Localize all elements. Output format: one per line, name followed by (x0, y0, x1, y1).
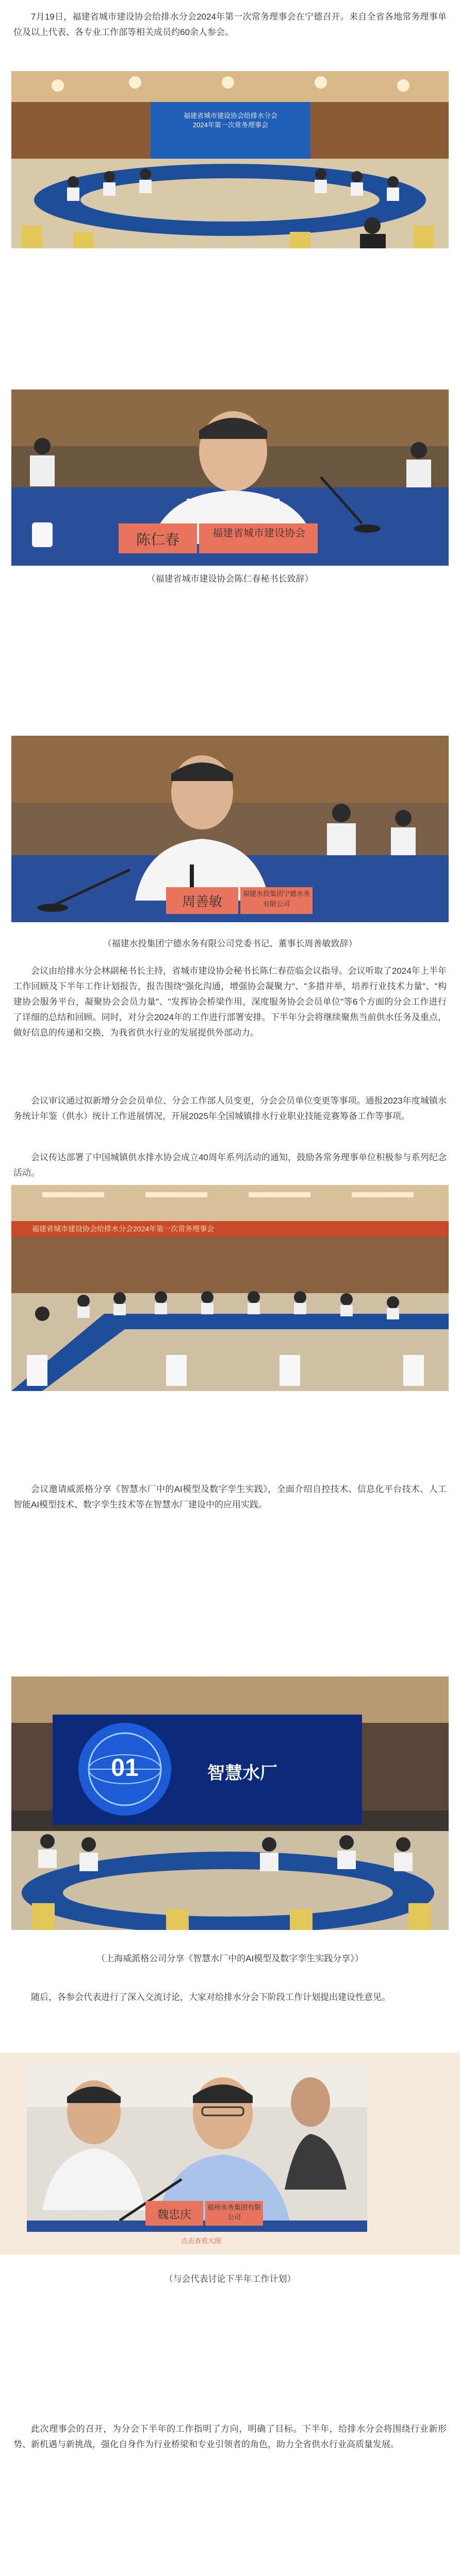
presentation-photo (11, 1676, 449, 1930)
screen-number: 01 (111, 1754, 139, 1782)
nameplate-name: 周善敏 (182, 894, 222, 910)
anniversary-paragraph: 会议传达部署了中国城镇供水排水协会成立40周年系列活动的通知，鼓励各常务理事单位积极参与系列纪念活动。 (13, 1153, 447, 1178)
ai-sharing-paragraph: 会议邀请威派格分享《智慧水厂中的AI模型及数字孪生实践》，全面介绍自控技术、信息化平台技术、人工智能AI模型技术、数字孪生技术等在智慧水厂建设中的应用实践。 (13, 1484, 447, 1510)
nameplate-org: 福建省城市建设协会 (212, 527, 305, 539)
main-paragraph: 会议由给排水分会林副秘书长主持，省城市建设协会秘书长陈仁春莅临会议指导。会议听取了2024年上半年工作回顾及下半年工作计划报告，报告围绕"强化沟通，增强协会凝聚力"、"多措并举，培养行业技术力量"、"构建协会服务平台，凝聚协会会员力量"、"发挥协会桥梁作用，深度服务协会会员单位"等6个方面的分会工作进行了详细的总结和回顾。同时，对分会2024年的工作进行部署安排。下半年分会将继续聚焦当前供水任务及重点，做好信息的传递和交换，为我省供水行业的发展提供外部动力。 (13, 966, 447, 1038)
intro-paragraph: 7月19日，福建省城市建设协会给排水分会2024年第一次常务理事会在宁德召开。来自全省各地常务理事单位及以上代表、各专业工作部等相关成员约60余人参会。 (13, 12, 447, 37)
caption-discussion: （与会代表讨论下半年工作计划） (164, 2274, 296, 2284)
discussion-photo (27, 2066, 367, 2232)
nameplate-name: 魏忠庆 (157, 2209, 191, 2222)
nameplate-org: 福州水务集团有限公司 (207, 2204, 261, 2222)
speaker-chen-photo (11, 389, 449, 566)
meeting-room-photo (11, 71, 449, 248)
conference-hall-photo (11, 1185, 449, 1391)
nameplate-org: 福建水投集团宁德水务有限公司 (242, 890, 310, 908)
screen-title: 福建省城市建设协会给排水分会 (183, 112, 277, 120)
caption-speaker-chen: （福建省城市建设协会陈仁春秘书长致辞） (146, 574, 314, 584)
screen-subtitle: 2024年第一次常务理事会 (193, 121, 268, 129)
projection-screen (151, 102, 310, 159)
discussion-photo-frame (0, 2053, 460, 2255)
discussion-paragraph: 随后，各参会代表进行了深入交流讨论，大家对给排水分会下阶段工作计划提出建设性意见。 (31, 1992, 390, 2002)
screen-heading: 智慧水厂 (207, 1763, 277, 1784)
speaker-zhou-photo (11, 736, 449, 922)
caption-speaker-zhou: （福建水投集团宁德水务有限公司党委书记、董事长周善敏致辞） (103, 939, 357, 948)
nameplate-name: 陈仁春 (136, 531, 179, 548)
caption-presentation: （上海威派格公司分享《智慧水厂中的AI模型及数字孪生实践分享》） (96, 1954, 364, 1963)
closing-paragraph: 此次理事会的召开，为分会下半年的工作指明了方向，明确了目标。下半年，给排水分会将围绕行业新形势、新机遇与新挑战，强化自身作为行业桥梁和专业引领者的角色，助力全省供水行业高质量发展。 (13, 2424, 447, 2449)
review-paragraph: 会议审议通过拟新增分会会员单位、分会工作部人员变更，分会会员单位变更等事项。通报2023年度城镇水务统计年鉴（供水）统计工作进展情况，开展2025年全国城镇排水行业职业技能竞赛筹备工作等事项。 (13, 1096, 447, 1121)
hall-banner: 福建省城市建设协会给排水分会2024年第一次常务理事会 (32, 1225, 215, 1233)
view-large-image-link[interactable]: 点击查看大图 (170, 2235, 232, 2247)
